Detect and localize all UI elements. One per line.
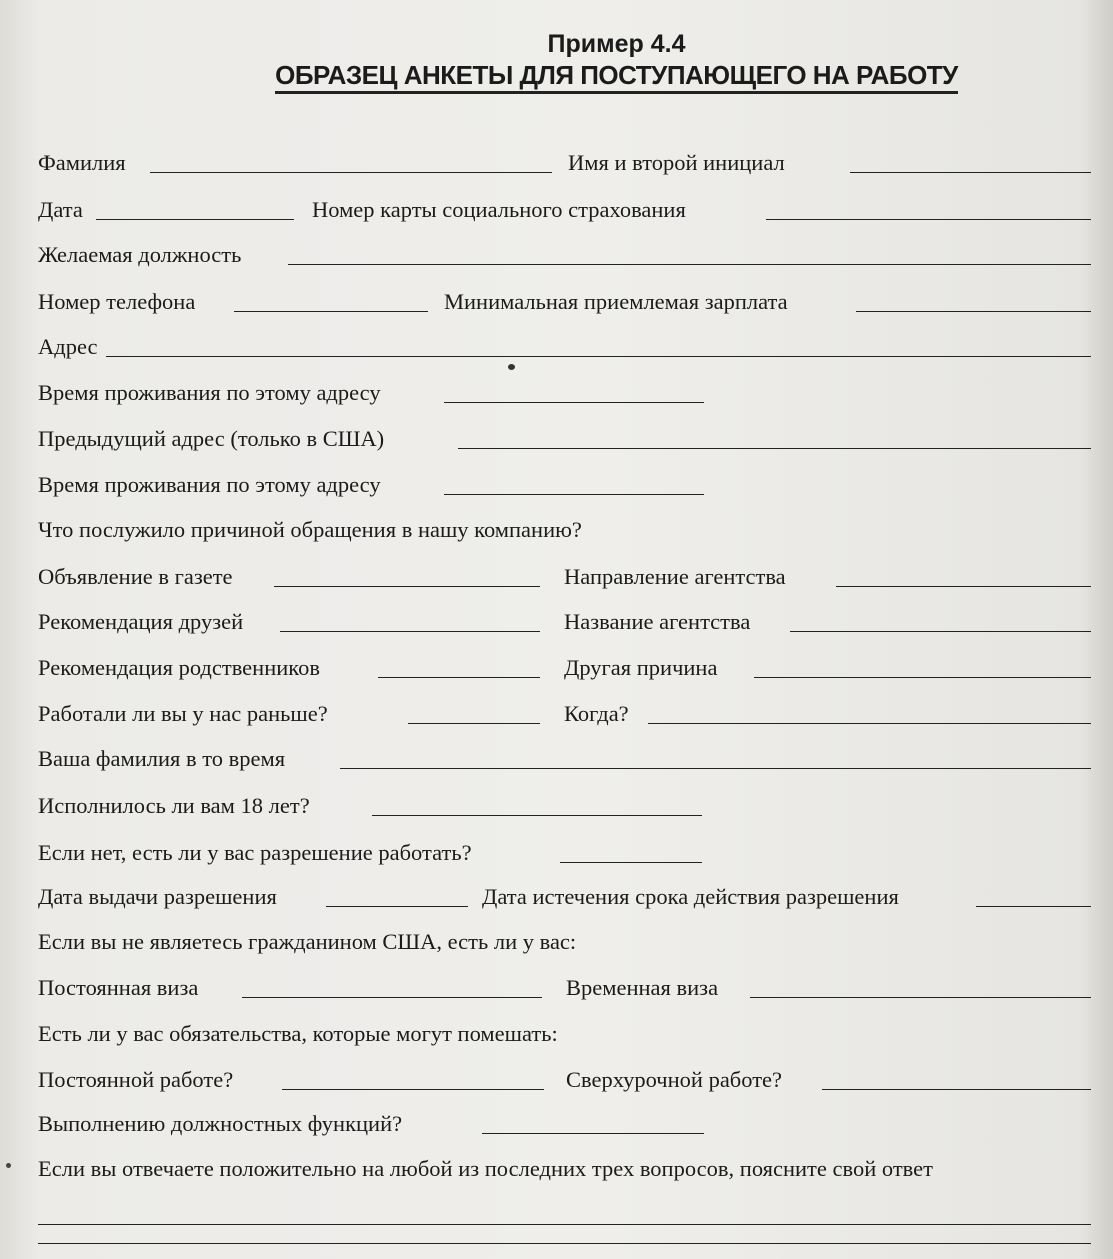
agency-referral-label: Направление агентства: [564, 564, 786, 589]
relatives-referral-field[interactable]: [378, 677, 540, 678]
worked-before-field[interactable]: [408, 723, 540, 724]
permanent-visa-label: Постоянная виза: [38, 975, 199, 1000]
work-permit-field[interactable]: [560, 862, 702, 863]
permanent-work-field[interactable]: [282, 1089, 544, 1090]
explain-answer-line-1[interactable]: [38, 1224, 1091, 1225]
name-at-time-label: Ваша фамилия в то время: [38, 746, 286, 771]
time-prev-address-label: Время проживания по этому адресу: [38, 472, 381, 497]
prev-address-field[interactable]: [458, 448, 1091, 449]
address-field[interactable]: [106, 356, 1091, 357]
time-address-field[interactable]: [444, 402, 704, 403]
row-prev-address: [38, 426, 1091, 458]
ink-spot: [508, 364, 515, 370]
min-salary-label: Минимальная приемлемая зарплата: [444, 289, 788, 314]
worked-before-label: Работали ли вы у нас раньше?: [38, 701, 328, 726]
time-address-label: Время проживания по этому адресу: [38, 380, 381, 405]
row-time-address: [38, 380, 1091, 412]
row-relatives-other: [38, 655, 1091, 687]
first-name-label: Имя и второй инициал: [568, 150, 785, 175]
date-field[interactable]: [96, 219, 294, 220]
row-time-prev-address: [38, 472, 1091, 504]
referral-question-label: Что послужило причиной обращения в нашу компанию?: [38, 517, 582, 542]
age-18-field[interactable]: [372, 815, 702, 816]
friends-referral-field[interactable]: [280, 631, 540, 632]
min-salary-field[interactable]: [856, 311, 1091, 312]
explain-answer-line-2[interactable]: [38, 1243, 1091, 1244]
prev-address-label: Предыдущий адрес (только в США): [38, 426, 385, 451]
desired-position-field[interactable]: [288, 264, 1091, 265]
explain-label: Если вы отвечаете положительно на любой из последних трех вопросов, поясните свой ответ: [38, 1156, 933, 1181]
temporary-visa-label: Временная виза: [566, 975, 719, 1000]
row-obligations: [38, 1021, 1091, 1053]
ssn-field[interactable]: [766, 219, 1091, 220]
row-newspaper-agency: [38, 564, 1091, 596]
non-citizen-label: Если вы не являетесь гражданином США, есть ли у вас:: [38, 929, 577, 954]
row-visa: [38, 975, 1091, 1007]
last-name-label: Фамилия: [38, 150, 126, 175]
bullet-mark: [6, 1163, 11, 1168]
agency-name-label: Название агентства: [564, 609, 751, 634]
permanent-work-label: Постоянной работе?: [38, 1067, 234, 1092]
phone-field[interactable]: [234, 311, 428, 312]
when-label: Когда?: [564, 701, 629, 726]
permit-expiry-field[interactable]: [976, 906, 1091, 907]
last-name-field[interactable]: [150, 172, 552, 173]
overtime-work-label: Сверхурочной работе?: [566, 1067, 783, 1092]
row-permanent-overtime: [38, 1067, 1091, 1099]
name-at-time-field[interactable]: [340, 768, 1091, 769]
date-label: Дата: [38, 197, 83, 222]
permit-expiry-label: Дата истечения срока действия разрешения: [482, 884, 899, 909]
job-duties-label: Выполнению должностных функций?: [38, 1111, 403, 1136]
row-friends-agency-name: [38, 609, 1091, 641]
job-duties-field[interactable]: [482, 1133, 704, 1134]
newspaper-ad-label: Объявление в газете: [38, 564, 233, 589]
row-position: [38, 242, 1091, 274]
phone-label: Номер телефона: [38, 289, 196, 314]
ssn-label: Номер карты социального страхования: [312, 197, 686, 222]
overtime-work-field[interactable]: [822, 1089, 1091, 1090]
row-non-citizen: [38, 929, 1091, 961]
row-job-duties: [38, 1111, 1091, 1143]
row-phone-salary: [38, 289, 1091, 321]
relatives-referral-label: Рекомендация родственников: [38, 655, 320, 680]
row-name: [38, 150, 1091, 182]
row-age: [38, 793, 1091, 825]
agency-name-field[interactable]: [790, 631, 1091, 632]
row-date-ssn: [38, 197, 1091, 229]
age-18-label: Исполнилось ли вам 18 лет?: [38, 793, 310, 818]
row-worked-before: [38, 701, 1091, 733]
row-permit-dates: [38, 884, 1091, 916]
row-referral-question: [38, 517, 1091, 549]
obligations-label: Есть ли у вас обязательства, которые могут помешать:: [38, 1021, 558, 1046]
row-address: [38, 334, 1091, 366]
temporary-visa-field[interactable]: [750, 997, 1091, 998]
row-work-permit: [38, 840, 1091, 872]
form-title: ОБРАЗЕЦ АНКЕТЫ ДЛЯ ПОСТУПАЮЩЕГО НА РАБОТУ: [60, 60, 1113, 91]
permit-issue-label: Дата выдачи разрешения: [38, 884, 277, 909]
address-label: Адрес: [38, 334, 98, 359]
example-number: Пример 4.4: [547, 30, 686, 58]
first-name-field[interactable]: [850, 172, 1091, 173]
newspaper-ad-field[interactable]: [274, 586, 540, 587]
row-explain: [38, 1156, 1091, 1188]
permit-issue-field[interactable]: [326, 906, 468, 907]
work-permit-label: Если нет, есть ли у вас разрешение работать?: [38, 840, 472, 865]
desired-position-label: Желаемая должность: [38, 242, 242, 267]
time-prev-address-field[interactable]: [444, 494, 704, 495]
permanent-visa-field[interactable]: [242, 997, 542, 998]
when-field[interactable]: [648, 723, 1091, 724]
friends-referral-label: Рекомендация друзей: [38, 609, 244, 634]
other-reason-label: Другая причина: [564, 655, 718, 680]
other-reason-field[interactable]: [754, 677, 1091, 678]
agency-referral-field[interactable]: [836, 586, 1091, 587]
row-name-at-time: [38, 746, 1091, 778]
